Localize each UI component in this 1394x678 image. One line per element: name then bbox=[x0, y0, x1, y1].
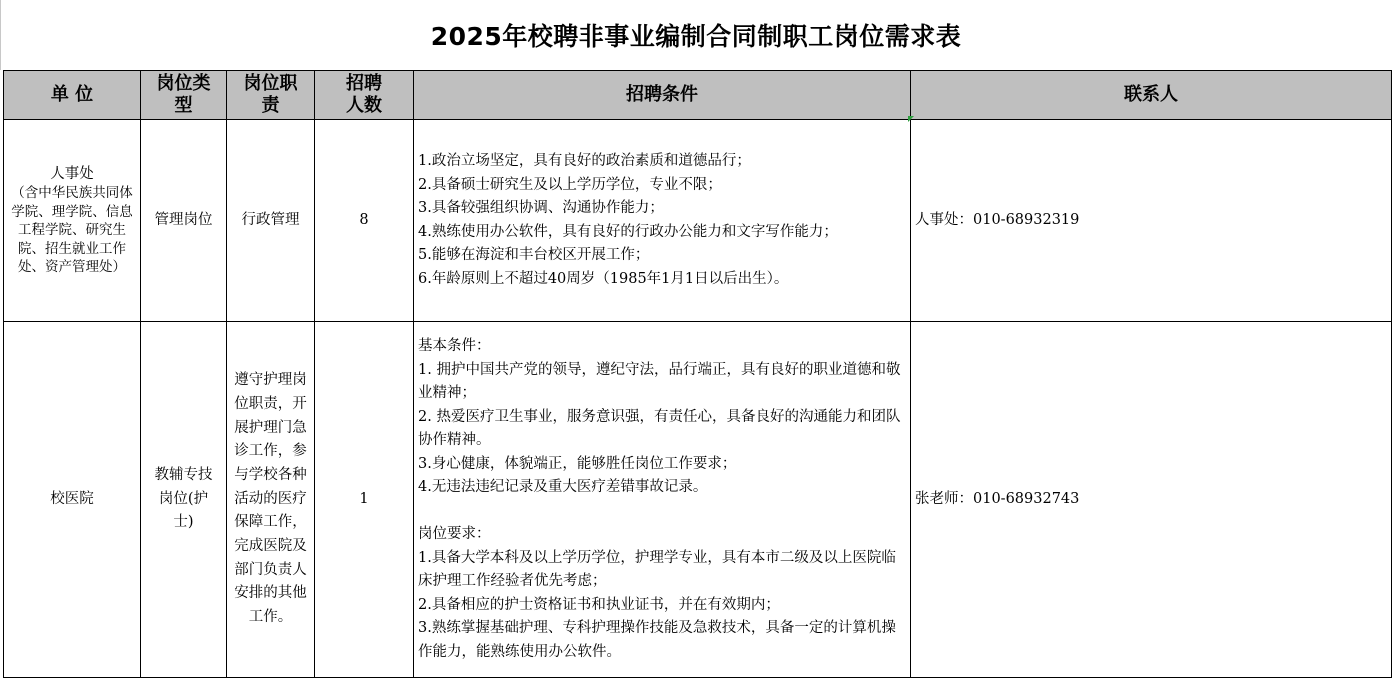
header-requirements: 招聘条件 bbox=[414, 71, 911, 120]
cell-count: 8 bbox=[315, 120, 414, 322]
page-title: 2025年校聘非事业编制合同制职工岗位需求表 bbox=[430, 22, 962, 51]
blank-line bbox=[418, 500, 904, 524]
cell-count: 1 bbox=[315, 322, 414, 678]
header-row bbox=[4, 71, 1392, 120]
cell-type bbox=[141, 322, 227, 678]
cell-requirements bbox=[414, 322, 911, 678]
cell-duty bbox=[227, 322, 315, 678]
requirement-line: 2.具备硕士研究生及以上学历学位，专业不限； bbox=[418, 176, 722, 193]
requirement-line: 3.熟练掌握基础护理、专科护理操作技能及急救技术，具备一定的计算机操作能力，能熟练使用办公软件。 bbox=[418, 620, 896, 660]
header-contact: 联系人 bbox=[911, 71, 1392, 120]
unit-note: （含中华民族共同体学院、理学院、信息工程学院、研究生院、招生就业工作处、资产管理处） bbox=[11, 185, 133, 276]
requirement-line: 4.无违法违纪记录及重大医疗差错事故记录。 bbox=[418, 479, 708, 495]
requirement-line: 3.具备较强组织协调、沟通协作能力； bbox=[418, 200, 664, 216]
type-label: 教辅专技岗位(护士) bbox=[154, 467, 213, 531]
table-row bbox=[4, 322, 1392, 678]
header-count bbox=[315, 71, 414, 120]
job-requirements-table bbox=[3, 70, 1392, 678]
cell-unit: 校医院 bbox=[4, 322, 141, 678]
requirement-line: 2. 热爱医疗卫生事业，服务意识强，有责任心，具备良好的沟通能力和团队协作精神。 bbox=[418, 408, 901, 448]
duty-text: 遵守护理岗位职责，开展护理门急诊工作，参与学校各种活动的医疗保障工作，完成医院及部门负责人安排的其他工作。 bbox=[234, 372, 307, 626]
requirement-line: 2.具备相应的护士资格证书和执业证书，并在有效期内； bbox=[418, 596, 780, 613]
header-type bbox=[141, 71, 227, 120]
unit-name: 人事处 bbox=[50, 166, 94, 183]
cell-contact: 人事处：010-68932319 bbox=[911, 120, 1392, 322]
table-row bbox=[4, 120, 1392, 322]
requirement-line: 3.身心健康，体貌端正，能够胜任岗位工作要求； bbox=[418, 455, 737, 472]
header-duty-label: 岗位职责 bbox=[243, 73, 298, 116]
title-row bbox=[0, 0, 1391, 70]
section-title: 基本条件： bbox=[418, 338, 491, 354]
cell-type: 管理岗位 bbox=[141, 120, 227, 322]
requirement-line: 5.能够在海淀和丰台校区开展工作； bbox=[418, 247, 650, 263]
cell-contact: 张老师：010-68932743 bbox=[911, 322, 1392, 678]
cell-duty: 行政管理 bbox=[227, 120, 315, 322]
cell-unit bbox=[4, 120, 141, 322]
header-unit: 单 位 bbox=[4, 71, 141, 120]
requirement-line: 1.政治立场坚定，具有良好的政治素质和道德品行； bbox=[418, 153, 751, 169]
cell-comment-marker bbox=[908, 116, 914, 122]
section-title: 岗位要求： bbox=[418, 526, 491, 542]
requirement-line: 1. 拥护中国共产党的领导，遵纪守法，品行端正，具有良好的职业道德和敬业精神； bbox=[418, 361, 901, 401]
header-type-label: 岗位类型 bbox=[156, 73, 211, 116]
requirement-line: 1.具备大学本科及以上学历学位，护理学专业，具有本市二级及以上医院临床护理工作经验者优先考虑； bbox=[418, 549, 896, 589]
header-duty bbox=[227, 71, 315, 120]
requirement-line: 6.年龄原则上不超过40周岁（1985年1月1日以后出生）。 bbox=[418, 270, 789, 287]
cell-requirements bbox=[414, 120, 911, 322]
header-count-label: 招聘人数 bbox=[346, 73, 382, 116]
requirement-line: 4.熟练使用办公软件，具有良好的行政办公能力和文字写作能力； bbox=[418, 223, 838, 240]
